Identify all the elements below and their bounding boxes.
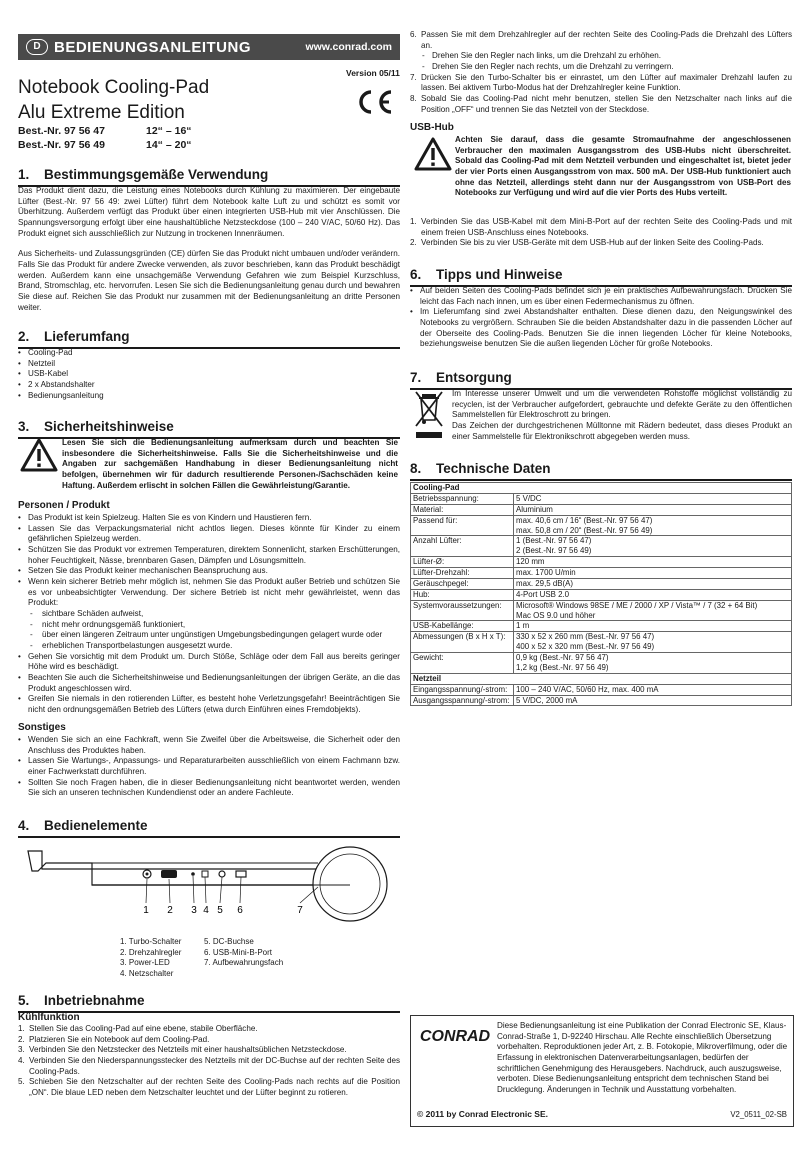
spec-value-line: 1,2 kg (Best.-Nr. 97 56 49) — [516, 662, 609, 672]
spec-value-line: Aluminium — [516, 504, 553, 514]
table-row — [411, 632, 792, 653]
spec-value — [514, 600, 792, 621]
warning-icon — [20, 438, 58, 472]
delivery-list — [18, 348, 400, 401]
step-item: 8. Sobald Sie das Cooling-Pad nicht mehr benutzen, stellen Sie den Netzschalter nach links auf die Position „OFF“ und trennen Sie das Netzteil von der Steckdose. — [410, 94, 792, 114]
table-row — [411, 578, 792, 589]
spec-value-line: 330 x 52 x 260 mm (Best.-Nr. 97 56 47) — [516, 632, 655, 642]
power-switch — [202, 871, 208, 877]
spec-key: Passend für: — [411, 515, 514, 536]
language-badge: D — [26, 39, 48, 55]
document-code: V2_0511_02-SB — [730, 1109, 787, 1119]
spec-value-line: max. 29,5 dB(A) — [516, 578, 574, 588]
section-8-heading: 8. Technische Daten — [410, 460, 792, 481]
legend-item: 6. USB-Mini-B-Port — [204, 947, 273, 957]
weee-bin-icon — [414, 388, 444, 440]
list-subitem: - über einen längeren Zeitraum unter ungünstigen Umgebungsbedingungen gelagert wurde oder — [18, 630, 400, 641]
table-row — [411, 695, 792, 706]
spec-key: Geräuschpegel: — [411, 578, 514, 589]
spec-key: Abmessungen (B x H x T): — [411, 632, 514, 653]
spec-value-line: 100 – 240 V/AC, 50/60 Hz, max. 400 mA — [516, 684, 659, 694]
order-row: Best.-Nr. 97 56 47 12“ – 16“ — [18, 125, 192, 137]
spec-key: Betriebsspannung: — [411, 493, 514, 504]
header-title: BEDIENUNGSANLEITUNG — [54, 39, 252, 56]
spec-key: Systemvoraussetzungen: — [411, 600, 514, 621]
spec-key: USB-Kabellänge: — [411, 621, 514, 632]
pad-body — [28, 851, 318, 885]
spec-value — [514, 684, 792, 695]
subheading-usb-hub: USB-Hub — [410, 122, 454, 133]
spec-value-line: 0,9 kg (Best.-Nr. 97 56 47) — [516, 653, 609, 662]
callout-5: 5 — [217, 905, 223, 916]
list-item: • Gehen Sie vorsichtig mit dem Produkt um. Durch Stöße, Schläge oder dem Fall aus bereits geringer Höhe wird es beschädigt. — [18, 652, 400, 673]
step-item: 2. Platzieren Sie ein Notebook auf dem Cooling-Pad. — [18, 1034, 210, 1044]
subheading-persons-product: Personen / Produkt — [18, 500, 110, 511]
callout-2: 2 — [167, 905, 173, 916]
setup-steps-continued — [410, 30, 792, 115]
table-row — [411, 536, 792, 557]
callout-7: 7 — [297, 905, 303, 916]
spec-value — [514, 536, 792, 557]
spec-key: Gewicht: — [411, 653, 514, 674]
callout-6: 6 — [237, 905, 243, 916]
list-item: • Cooling-Pad — [18, 348, 400, 359]
spec-value-line: 1 m — [516, 621, 530, 631]
spec-value-line: 2 (Best.-Nr. 97 56 49) — [516, 546, 592, 556]
spec-value-line: 400 x 52 x 320 mm (Best.-Nr. 97 56 49) — [516, 642, 655, 652]
spec-value-line: 4-Port USB 2.0 — [516, 589, 570, 599]
legend-item: 2. Drehzahlregler — [120, 947, 182, 957]
copyright: © 2011 by Conrad Electronic SE. — [417, 1108, 548, 1119]
section-1-body — [18, 186, 400, 313]
section-5-heading: 5. Inbetriebnahme — [18, 992, 400, 1013]
product-title: Notebook Cooling-Pad — [18, 77, 210, 98]
spec-value-line: max. 40,6 cm / 16“ (Best.-Nr. 97 56 47) — [516, 515, 653, 525]
spec-key: Material: — [411, 504, 514, 515]
spec-value — [514, 578, 792, 589]
step-item: 4. Verbinden Sie den Niederspannungsstecker des Netzteils mit der DC-Buchse auf der rechten Seite des Cooling-Pads. — [18, 1056, 400, 1076]
table-row — [411, 557, 792, 568]
safety-warning: Lesen Sie sich die Bedienungsanleitung aufmerksam durch und beachten Sie insbesondere die Sicherheitshinweise. Falls Sie die Sicherheitshinweise und die Angaben zur sachgemäßen Handhabung in dieser Bedienungsanleitung nicht befolgen, übernehmen wir für dadurch resultierende Personen-/Sachschäden keine Haftung. Außerdem erlischt in solchen Fällen die Gewährleistung/Garantie. — [62, 438, 398, 490]
list-item: • Lassen Sie Wartungs-, Anpassungs- und Reparaturarbeiten ausschließlich von einem Fachmann bzw. einer Fachwerkstatt durchführen. — [18, 756, 400, 777]
list-item: • USB-Kabel — [18, 369, 400, 380]
other-list — [18, 735, 400, 799]
step-item: 1. Verbinden Sie das USB-Kabel mit dem Mini-B-Port auf der rechten Seite des Cooling-Pads und mit einem freien USB-Anschluss eines Notebooks. — [410, 217, 792, 237]
spec-key: Hub: — [411, 589, 514, 600]
spec-key: Lüfter-Drehzahl: — [411, 568, 514, 579]
list-item: • Setzen Sie das Produkt keiner mechanischen Beanspruchung aus. — [18, 566, 400, 577]
section-4-heading: 4. Bedienelemente — [18, 817, 400, 838]
list-item: • Das Produkt ist kein Spielzeug. Halten Sie es von Kindern und Haustieren fern. — [18, 513, 400, 524]
setup-steps — [18, 1024, 400, 1099]
spec-value-line: Mac OS 9.0 und höher — [516, 610, 596, 620]
spec-value — [514, 632, 792, 653]
list-item: • Auf beiden Seiten des Cooling-Pads befindet sich je ein praktisches Aufbewahrungsfach. Drücken Sie leicht das Fach nach innen, um es über einen Federmechanismus zu öffnen. — [410, 286, 792, 307]
table-group-header — [411, 483, 792, 494]
spec-value-line: 5 V/DC, 2000 mA — [516, 695, 578, 705]
subheading-other: Sonstiges — [18, 722, 66, 733]
disposal-text — [452, 389, 792, 442]
technical-data-table — [410, 482, 792, 706]
header-url: www.conrad.com — [305, 41, 392, 53]
section-6-heading: 6. Tipps und Hinweise — [410, 266, 792, 287]
legend-item: 1. Turbo-Schalter — [120, 937, 182, 946]
spec-value-line: max. 50,8 cm / 20“ (Best.-Nr. 97 56 49) — [516, 525, 653, 535]
list-item: • 2 x Abstandshalter — [18, 380, 400, 391]
header-bar — [18, 34, 400, 60]
spec-value — [514, 504, 792, 515]
svg-text:CONRAD: CONRAD — [419, 1028, 491, 1045]
table-row — [411, 493, 792, 504]
tips-list — [410, 286, 792, 350]
ce-mark-icon — [355, 88, 395, 116]
spec-value-line: 1 (Best.-Nr. 97 56 47) — [516, 536, 592, 546]
speed-dial — [161, 870, 177, 878]
table-group-header — [411, 673, 792, 684]
list-item: • Bedienungsanleitung — [18, 391, 400, 402]
list-item: • Wenden Sie sich an eine Fachkraft, wenn Sie Zweifel über die Arbeitsweise, die Sicherheit oder den Anschluss des Produktes haben. — [18, 735, 400, 756]
power-led — [191, 872, 195, 876]
table-row — [411, 653, 792, 674]
list-subitem: - nicht mehr ordnungsgemäß funktioniert, — [18, 620, 400, 631]
spec-key: Eingangsspannung/-strom: — [411, 684, 514, 695]
legend-item: 3. Power-LED — [120, 958, 170, 968]
publisher-box — [410, 1015, 794, 1127]
safety-list — [18, 513, 400, 716]
list-item: • Sollten Sie noch Fragen haben, die in dieser Bedienungsanleitung nicht beantwortet werden, wenden Sie sich an unseren technischen Kundendienst oder an andere Fachleute. — [18, 778, 400, 799]
step-item: 2. Verbinden Sie bis zu vier USB-Geräte mit dem USB-Hub auf der linken Seite des Cooling-Pads. — [410, 238, 764, 248]
publisher-text: Diese Bedienungsanleitung ist eine Publikation der Conrad Electronic SE, Klaus-Conrad-Straße 1, D-92240 Hirschau. Alle Rechte einschließlich Übersetzung vorbehalten. Reproduktionen jeder Art, z. B. Fotokopie, Mikroverfilmung, oder die Erfassung in elektronischen Datenverarbeitungsanlagen, bedürfen der schriftlichen Genehmigung des Herausgebers. Nachdruck, auch auszugsweise, verboten. Diese Bedienungsanleitung entspricht dem technischen Stand bei Drucklegung. Änderungen in Technik und Ausstattung vorbehalten. — [497, 1021, 788, 1095]
paragraph: Im Interesse unserer Umwelt und um die verwendeten Rohstoffe möglichst vollständig zu recyclen, ist der Verbraucher aufgefordert, gebrauchte und defekte Geräte zu den öffentlichen Sammelstellen für Elektroschrott zu bringen. — [452, 389, 792, 420]
spec-key: Lüfter-Ø: — [411, 557, 514, 568]
section-3-heading: 3. Sicherheitshinweise — [18, 418, 400, 439]
step-item: 6. Passen Sie mit dem Drehzahlregler auf der rechten Seite des Cooling-Pads die Drehzahl des Lüfters an. — [410, 30, 792, 50]
step-item: 7. Drücken Sie den Turbo-Schalter bis er einrastet, um den Lüfter auf maximaler Drehzahl laufen zu lassen. Bei aktivem Turbo-Modus hat der Drehzahlregler keine Funktion. — [410, 72, 792, 93]
paragraph: Das Zeichen der durchgestrichenen Mülltonne mit Rädern bedeutet, dass dieses Produkt an einer Sammelstelle für Elektronikschrott abgegeben werden muss. — [452, 421, 792, 441]
list-item: • Greifen Sie niemals in den rotierenden Lüfter, es besteht hohe Verletzungsgefahr! Beeinträchtigen Sie nicht den ordnungsgemäßen Betrieb des Lüfters (etwa durch Einführen eines Fremdobjekts). — [18, 694, 400, 715]
paragraph: Das Produkt dient dazu, die Leistung eines Notebooks durch Kühlung zu maximieren. Der eingebaute Lüfter (Best.-Nr. 97 56 49: zwei Lüfter) führt dem Notebook kalte Luft zu und schützt es somit vor Überhitzung. Außerdem verfügt das Produkt über einen integrierten USB-Hub mit vier Anschlüssen. Die Spannungsversorgung erfolgt über eine haushaltübliche Netzsteckdose (100 – 240 V/AC, 50/60 Hz). Das Produkt eignet sich ausschließlich zur Nutzung in trockenen Innenräumen. — [18, 186, 400, 238]
warning-icon — [414, 137, 452, 171]
legend-item: 4. Netzschalter — [120, 968, 174, 978]
section-2-heading: 2. Lieferumfang — [18, 328, 400, 349]
table-row — [411, 568, 792, 579]
spec-key: Ausgangsspannung/-strom: — [411, 695, 514, 706]
list-item: • Lassen Sie das Verpackungsmaterial nicht achtlos liegen. Dieses könnte für Kinder zu einem gefährlichen Spielzeug werden. — [18, 524, 400, 545]
table-row — [411, 504, 792, 515]
spec-value — [514, 695, 792, 706]
step-item: 1. Stellen Sie das Cooling-Pad auf eine ebene, stabile Oberfläche. — [18, 1024, 258, 1033]
callout-4: 4 — [203, 905, 209, 916]
spec-value-line: max. 1700 U/min — [516, 568, 576, 577]
list-subitem: - sichtbare Schäden aufweist, — [18, 609, 400, 620]
list-item: • Schützen Sie das Produkt vor extremen Temperaturen, direktem Sonnenlicht, starken Erschütterungen, hoher Feuchtigkeit, Nässe, brennbaren Gasen, Dämpfen und Lösungsmitteln. — [18, 545, 400, 566]
table-row — [411, 600, 792, 621]
product-side-view-diagram — [18, 843, 400, 923]
spec-value — [514, 589, 792, 600]
spec-value — [514, 568, 792, 579]
version-label: Version 05/11 — [346, 68, 400, 78]
subheading-cooling: Kühlfunktion — [18, 1012, 80, 1023]
list-item: • Beachten Sie auch die Sicherheitshinweise und Bedienungsanleitungen der übrigen Geräte, an die das Produkt angeschlossen wird. — [18, 673, 400, 694]
usb-mini-port — [236, 871, 246, 877]
conrad-logo-icon — [417, 1024, 493, 1046]
usb-warning: Achten Sie darauf, dass die gesamte Stromaufnahme der angeschlossenen Verbraucher den maximalen Ausgangsstrom des USB-Hubs nicht überschreitet. Sobald das Cooling-Pad mit dem Netzteil verbunden und eingeschaltet ist, bietet jeder der vier Ports einen Ausgangsstrom von max. 500 mA. Der USB-Hub funktioniert auch ohne das Netzteil, allerdings steht dann nur der Ausgangsstrom von USB-Port des Notebooks zur Verfügung und wird auf die vier Ports des Hubs verteilt. — [455, 135, 791, 198]
spec-value — [514, 515, 792, 536]
product-subtitle: Alu Extreme Edition — [18, 102, 185, 123]
list-item: • Im Lieferumfang sind zwei Abstandshalter enthalten. Diese dienen dazu, den Neigungswinkel des Notebooks zu vergrößern. Schrauben Sie die beiden Abstandshalter dazu in die passenden Löcher auf der Oberseite des Cooling-Pads. Benutzen Sie die innen liegenden Löcher für kleine Notebooks, beziehungsweise benutzen Sie die außen liegenden Löcher für große Notebooks. — [410, 307, 792, 350]
spec-value — [514, 653, 792, 674]
spec-value-line: 5 V/DC — [516, 493, 542, 503]
spec-value — [514, 493, 792, 504]
paragraph: Aus Sicherheits- und Zulassungsgründen (CE) dürfen Sie das Produkt nicht umbauen und/oder verändern. Falls Sie das Produkt für andere Zwecke verwenden, als zuvor beschrieben, kann das Produkt beschädigt werden. Außerdem kann eine unsachgemäße Verwendung Gefahren wie zum Beispiel Kurzschluss, Brand, Stromschlag, etc. hervorrufen. Lesen Sie sich die Bedienungsanleitung genau durch und bewahren Sie diese auf. Reichen Sie das Produkt nur zusammen mit der Bedienungsanleitung an dritte Personen weiter. — [18, 249, 400, 312]
group-title: Cooling-Pad — [411, 483, 792, 494]
callout-3: 3 — [191, 905, 197, 916]
group-title: Netzteil — [411, 673, 792, 684]
table-row — [411, 621, 792, 632]
callout-1: 1 — [143, 905, 149, 916]
spec-value — [514, 621, 792, 632]
table-row — [411, 684, 792, 695]
legend-item: 5. DC-Buchse — [204, 937, 254, 946]
spec-value — [514, 557, 792, 568]
usb-steps — [410, 217, 792, 249]
storage-compartment — [313, 847, 387, 921]
list-subitem: - erheblichen Transportbelastungen ausgesetzt wurde. — [18, 641, 400, 652]
step-subitem: - Drehen Sie den Regler nach links, um die Drehzahl zu erhöhen. — [422, 51, 662, 61]
list-item: • Netzteil — [18, 359, 400, 370]
spec-value-line: Microsoft® Windows 98SE / ME / 2000 / XP / Vista™ / 7 (32 + 64 Bit) — [516, 600, 758, 610]
step-subitem: - Drehen Sie den Regler nach rechts, um die Drehzahl zu verringern. — [422, 62, 674, 72]
legend-item: 7. Aufbewahrungsfach — [204, 958, 284, 968]
step-item: 5. Schieben Sie den Netzschalter auf der rechten Seite des Cooling-Pads nach rechts auf die Position „ON“. Die blaue LED neben dem Netzschalter leuchtet und der Lüfter beginnt zu rotieren. — [18, 1077, 400, 1098]
list-item: • Wenn kein sicherer Betrieb mehr möglich ist, nehmen Sie das Produkt außer Betrieb und schützen Sie es vor unbeabsichtigter Verwendung. Der sichere Betrieb ist nicht mehr gewährleistet, wenn das Produkt: — [18, 577, 400, 609]
order-numbers — [18, 124, 192, 152]
order-row: Best.-Nr. 97 56 49 14“ – 20“ — [18, 139, 192, 152]
section-1-heading: 1. Bestimmungsgemäße Verwendung — [18, 166, 400, 187]
section-7-heading: 7. Entsorgung — [410, 369, 792, 390]
spec-key: Anzahl Lüfter: — [411, 536, 514, 557]
table-row — [411, 589, 792, 600]
spec-value-line: 120 mm — [516, 557, 545, 567]
step-item: 3. Verbinden Sie den Netzstecker des Netzteils mit einer haushaltsüblichen Netzsteckdose. — [18, 1045, 347, 1055]
table-row — [411, 515, 792, 536]
